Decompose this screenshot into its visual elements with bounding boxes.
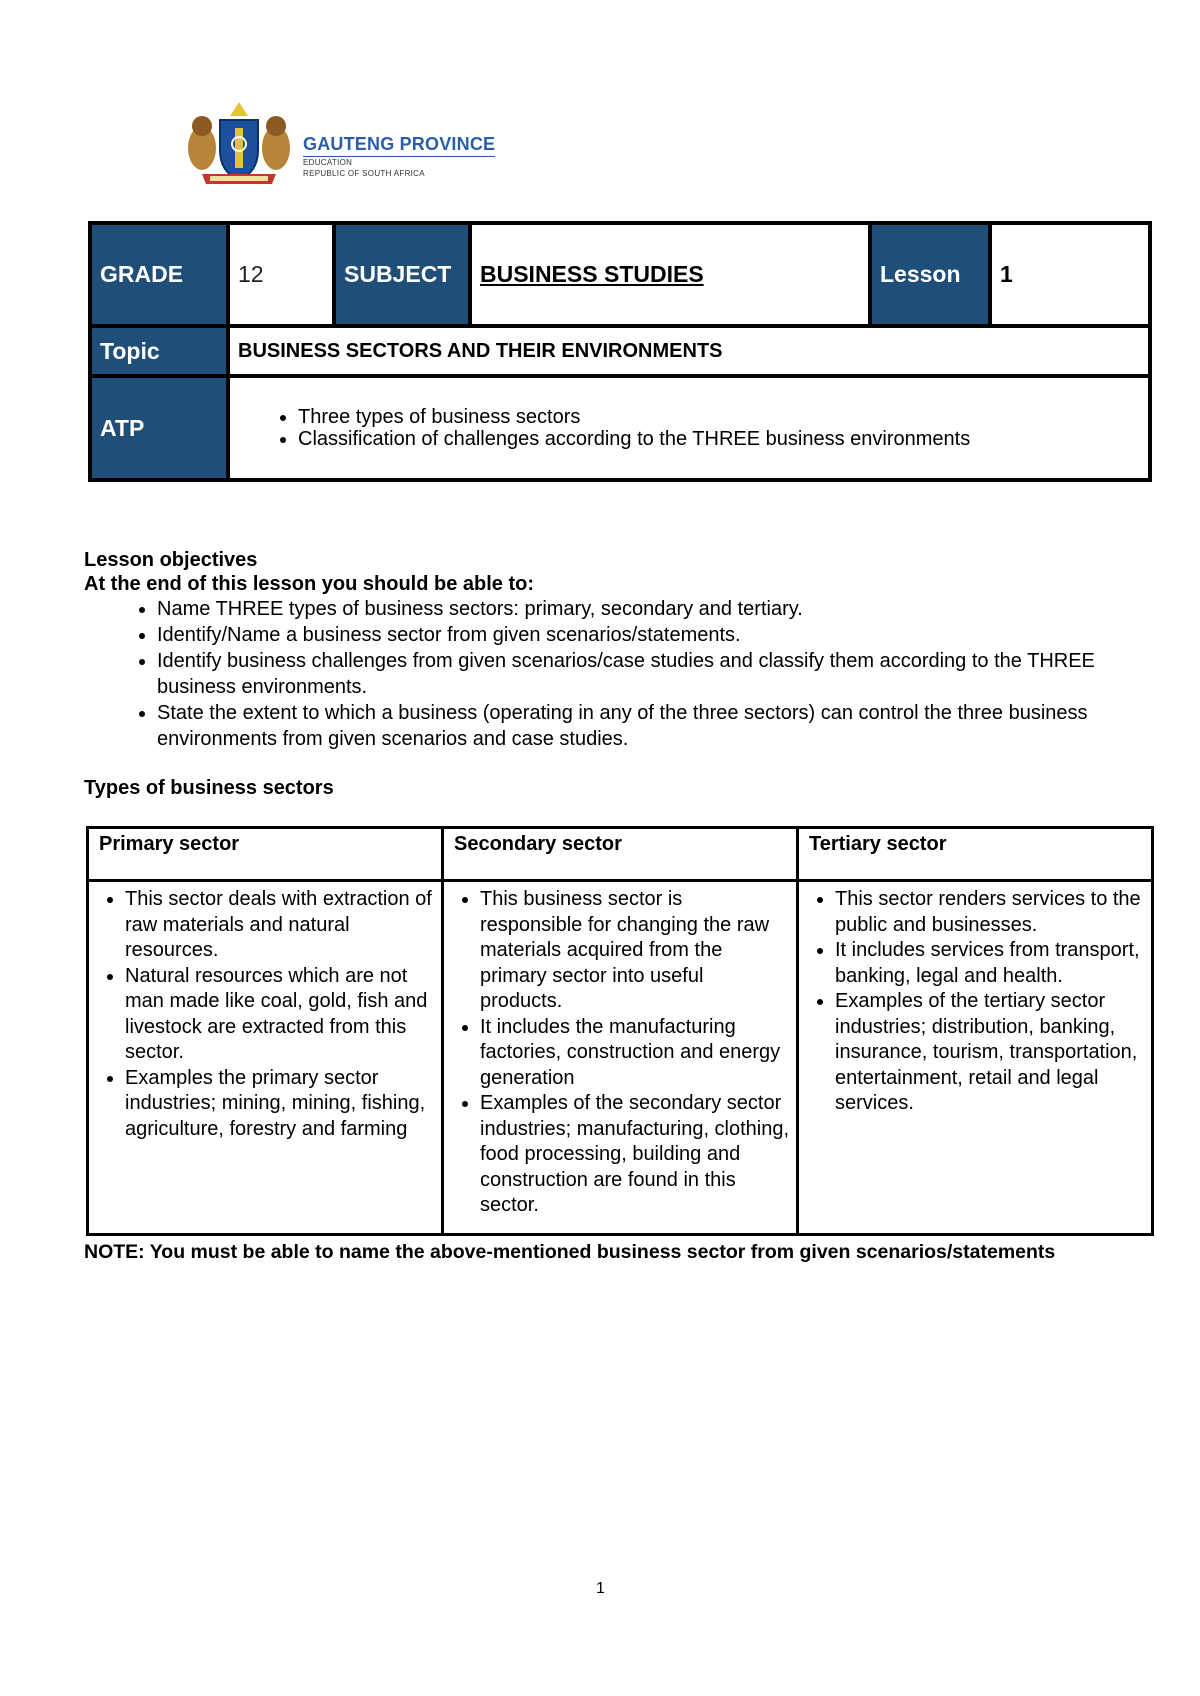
gauteng-logo [180, 98, 520, 188]
sectors-heading: Types of business sectors [84, 777, 334, 799]
primary-sector-item: • Examples the primary sector industries; mining, mining, fishing, agriculture, forestry and farming [125, 1066, 435, 1143]
objectives-intro: At the end of this lesson you should be able to: [84, 573, 535, 595]
primary-sector-item: • Natural resources which are not man made like coal, gold, fish and livestock are extracted from this sector. [125, 964, 435, 1066]
tertiary-sector-item: • Examples of the tertiary sector industries; distribution, banking, insurance, tourism, transportation, entertainment, retail and legal services. [835, 989, 1145, 1117]
secondary-sector-item: • This business sector is responsible for changing the raw materials acquired from the primary sector into useful products. [480, 887, 790, 1015]
secondary-sector-cell [443, 881, 798, 1235]
tertiary-sector-item: • This sector renders services to the public and businesses. [835, 887, 1145, 938]
primary-sector-header: Primary sector [88, 828, 443, 881]
atp-label: ATP [90, 376, 228, 480]
topic-label: Topic [90, 326, 228, 376]
atp-content [228, 376, 1150, 480]
tertiary-sector-cell [798, 881, 1153, 1235]
grade-value: 12 [228, 223, 334, 326]
lesson-value: 1 [990, 223, 1150, 326]
atp-item: • Three types of business sectors [298, 406, 1140, 428]
topic-value: BUSINESS SECTORS AND THEIR ENVIRONMENTS [228, 326, 1150, 376]
grade-label: GRADE [90, 223, 228, 326]
lesson-label: Lesson [870, 223, 990, 326]
primary-sector-item: • This sector deals with extraction of raw materials and natural resources. [125, 887, 435, 964]
sectors-table [86, 826, 1154, 1236]
subject-label: SUBJECT [334, 223, 470, 326]
objective-item: • Identify business challenges from given scenarios/case studies and classify them according to the THREE business environments. [157, 648, 1164, 700]
objective-item: • Name THREE types of business sectors: primary, secondary and tertiary. [157, 596, 1164, 622]
secondary-sector-item: • It includes the manufacturing factories, construction and energy generation [480, 1015, 790, 1092]
secondary-sector-item: • Examples of the secondary sector industries; manufacturing, clothing, food processing, building and construction are found in this sector. [480, 1091, 790, 1219]
secondary-sector-header: Secondary sector [443, 828, 798, 881]
atp-list [238, 406, 1140, 450]
tertiary-sector-header: Tertiary sector [798, 828, 1153, 881]
note-text: NOTE: You must be able to name the above-mentioned business sector from given scenarios/statements [84, 1241, 1056, 1263]
logo-subtitle-education: EDUCATION [303, 158, 353, 167]
tertiary-sector-item: • It includes services from transport, banking, legal and health. [835, 938, 1145, 989]
logo-text [303, 134, 495, 179]
page-number: 1 [596, 1580, 605, 1597]
objectives-list [84, 596, 1164, 752]
primary-sector-cell [88, 881, 443, 1235]
coat-of-arms-icon [180, 98, 298, 188]
subject-value: BUSINESS STUDIES [480, 261, 704, 287]
secondary-sector-list [450, 887, 790, 1219]
atp-item: • Classification of challenges according to the THREE business environments [298, 428, 1140, 450]
objective-item: • Identify/Name a business sector from given scenarios/statements. [157, 622, 1164, 648]
primary-sector-list [95, 887, 435, 1142]
tertiary-sector-list [805, 887, 1145, 1117]
logo-subtitle-country: REPUBLIC OF SOUTH AFRICA [303, 169, 425, 178]
objectives-heading: Lesson objectives [84, 549, 258, 571]
lesson-objectives [84, 548, 1164, 752]
objective-item: • State the extent to which a business (operating in any of the three sectors) can control the three business environments from given scenarios and case studies. [157, 700, 1164, 752]
logo-title: GAUTENG PROVINCE [303, 134, 495, 157]
lesson-header-table [88, 221, 1152, 482]
